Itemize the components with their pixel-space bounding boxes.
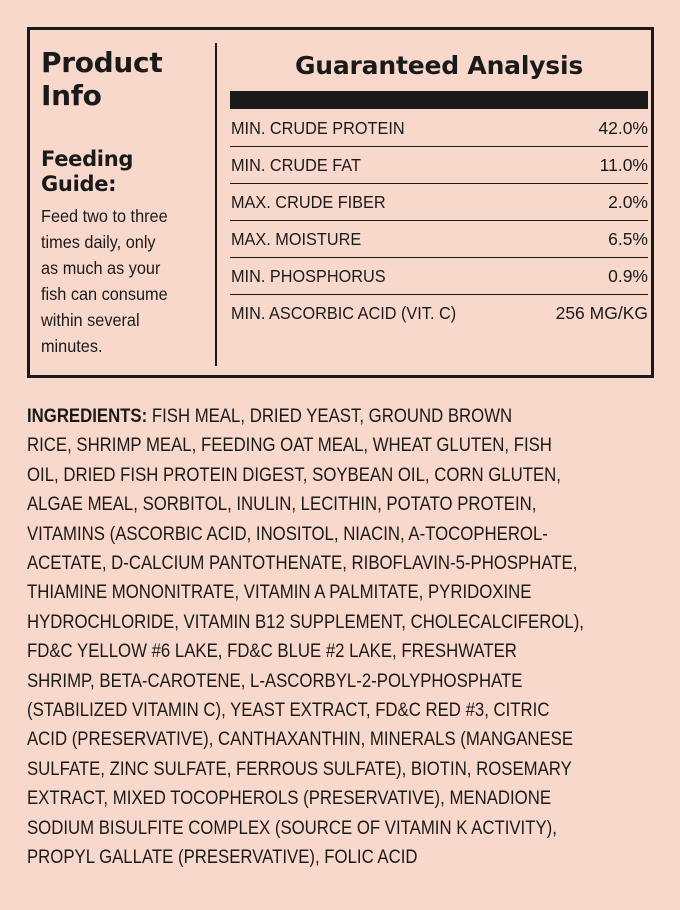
- ingredients-line: THIAMINE MONONITRATE, VITAMIN A PALMITATE, PYRIDOXINE: [27, 581, 532, 604]
- ingredients-line: FD&C YELLOW #6 LAKE, FD&C BLUE #2 LAKE, FRESHWATER: [27, 640, 517, 663]
- feeding-line: minutes.: [41, 336, 103, 356]
- ingredients-line: PROPYL GALLATE (PRESERVATIVE), FOLIC ACID: [27, 846, 418, 869]
- ingredients-line: SHRIMP, BETA-CAROTENE, L-ASCORBYL-2-POLYPHOSPHATE: [27, 669, 523, 692]
- ingredients-section: [27, 402, 584, 873]
- ingredients-line: [27, 402, 569, 431]
- ingredients-line: ALGAE MEAL, SORBITOL, INULIN, LECITHIN, POTATO PROTEIN,: [27, 493, 537, 516]
- analysis-row-value: 256 MG/KG: [555, 303, 648, 323]
- product-title-line2: Info: [41, 79, 102, 112]
- analysis-row-label: MIN. ASCORBIC ACID (VIT. C): [231, 303, 457, 323]
- product-info-title: [41, 46, 211, 112]
- feeding-line: within several: [41, 310, 140, 330]
- analysis-row: [230, 221, 648, 258]
- analysis-row: [230, 184, 648, 221]
- analysis-row-value: 42.0%: [598, 117, 648, 138]
- ingredients-line: ACID (PRESERVATIVE), CANTHAXANTHIN, MINERALS (MANGANESE: [27, 728, 574, 751]
- feeding-line: times daily, only: [41, 232, 156, 252]
- feeding-guide-title: [41, 147, 211, 197]
- analysis-row: [230, 147, 648, 184]
- analysis-row-label: MAX. MOISTURE: [231, 228, 362, 249]
- analysis-row-value: 6.5%: [608, 228, 648, 249]
- ingredients-line: VITAMINS (ASCORBIC ACID, INOSITOL, NIACIN, A-TOCOPHEROL-: [27, 522, 548, 545]
- vertical-divider: [215, 43, 217, 366]
- ingredients-line: HYDROCHLORIDE, VITAMIN B12 SUPPLEMENT, CHOLECALCIFEROL),: [27, 610, 584, 633]
- feeding-line: fish can consume: [41, 284, 168, 304]
- ingredients-line: OIL, DRIED FISH PROTEIN DIGEST, SOYBEAN OIL, CORN GLUTEN,: [27, 463, 561, 486]
- ingredients-line: SODIUM BISULFITE COMPLEX (SOURCE OF VITAMIN K ACTIVITY),: [27, 816, 557, 839]
- ingredients-text: FISH MEAL, DRIED YEAST, GROUND BROWN: [147, 405, 513, 427]
- analysis-row: [230, 295, 648, 332]
- analysis-row: [230, 110, 648, 147]
- feeding-line: as much as your: [41, 258, 161, 278]
- analysis-title: Guaranteed Analysis: [294, 51, 584, 80]
- analysis-table: [230, 110, 648, 332]
- analysis-row-value: 2.0%: [608, 191, 648, 212]
- analysis-header-bar: [230, 91, 648, 109]
- feeding-title-line2: Guide:: [41, 172, 117, 196]
- ingredients-line: (STABILIZED VITAMIN C), YEAST EXTRACT, FD&C RED #3, CITRIC: [27, 699, 550, 722]
- feeding-title-line1: Feeding: [41, 147, 134, 171]
- ingredients-line: SULFATE, ZINC SULFATE, FERROUS SULFATE), BIOTIN, ROSEMARY: [27, 757, 572, 780]
- guaranteed-analysis-section: [230, 30, 648, 332]
- product-title-line1: Product: [41, 46, 163, 79]
- analysis-row: [230, 258, 648, 295]
- info-panel: [27, 27, 654, 378]
- ingredients-line: ACETATE, D-CALCIUM PANTOTHENATE, RIBOFLAVIN-5-PHOSPHATE,: [27, 552, 578, 575]
- feeding-guide-text: [41, 203, 204, 359]
- analysis-row-label: MAX. CRUDE FIBER: [231, 191, 386, 212]
- analysis-row-label: MIN. PHOSPHORUS: [231, 265, 386, 286]
- ingredients-line: EXTRACT, MIXED TOCOPHEROLS (PRESERVATIVE), MENADIONE: [27, 787, 552, 810]
- analysis-row-label: MIN. CRUDE FAT: [231, 154, 361, 175]
- analysis-row-value: 11.0%: [599, 154, 648, 175]
- analysis-row-label: MIN. CRUDE PROTEIN: [231, 117, 405, 138]
- feeding-line: Feed two to three: [41, 206, 168, 226]
- ingredients-label: INGREDIENTS:: [27, 405, 148, 427]
- ingredients-line: RICE, SHRIMP MEAL, FEEDING OAT MEAL, WHEAT GLUTEN, FISH: [27, 434, 552, 457]
- analysis-row-value: 0.9%: [608, 265, 648, 286]
- product-info-section: [41, 46, 211, 359]
